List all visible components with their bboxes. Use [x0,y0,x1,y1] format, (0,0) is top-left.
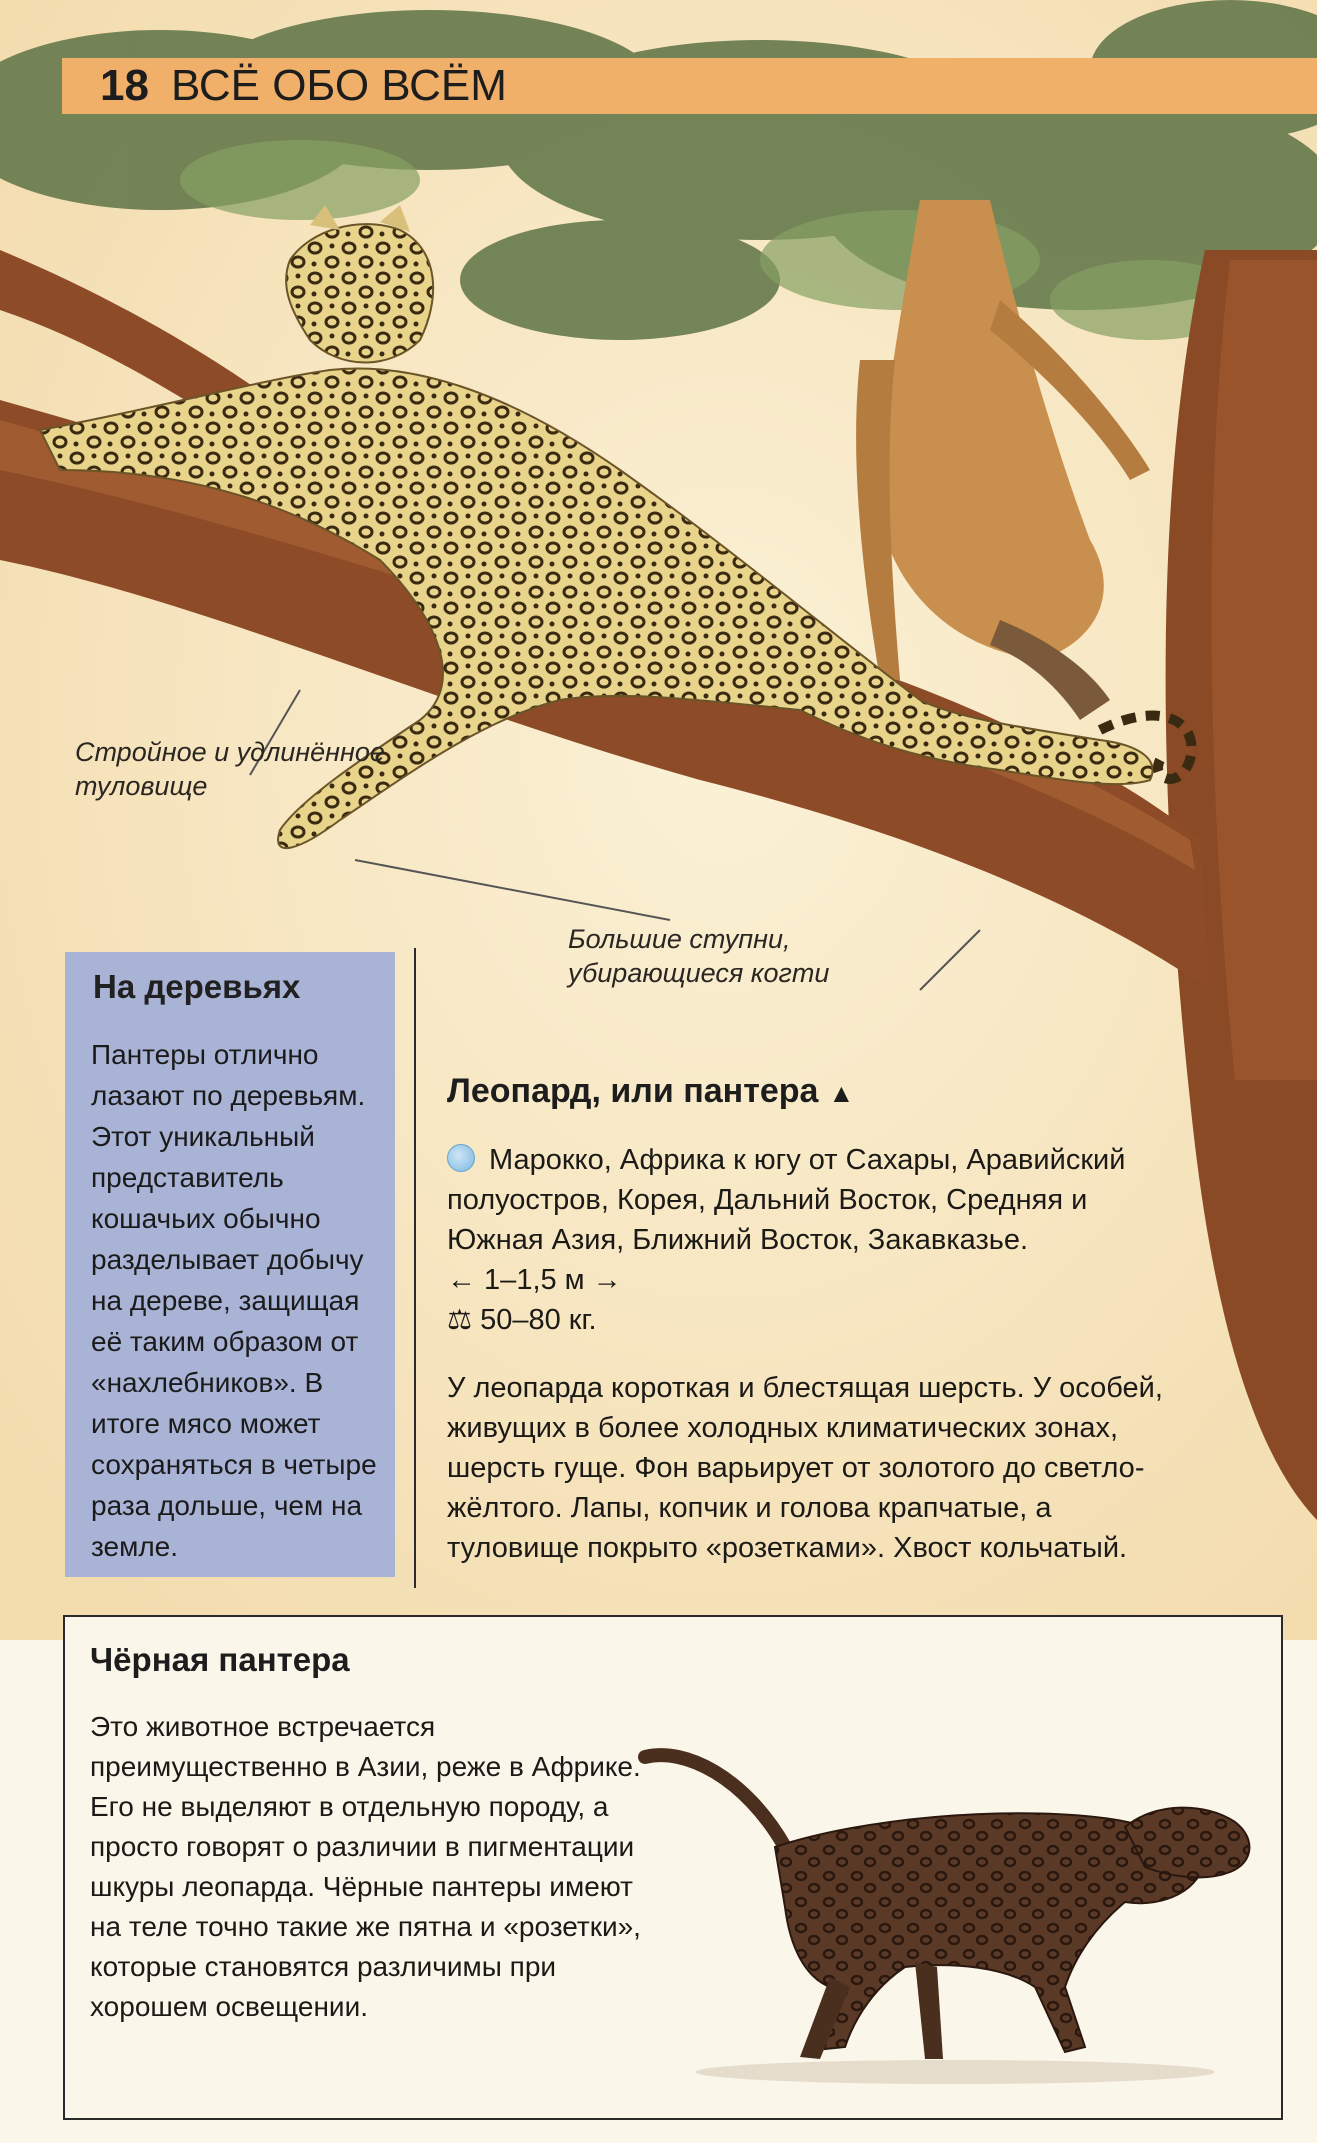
callout-body: Стройное и удлинённое туловище [75,737,385,801]
black-panther-text: Это животное встречается преимущественно в Азии, реже в Африке. Его не выделяют в отдельную породу, а просто говорят о различии в пигментации шкуры леопарда. Чёрные пантеры имеют на теле точно такие же пятна и «розетки», которые становятся различимы при хорошем освещении. [90,1711,641,2022]
page-number: 18 [100,61,149,110]
black-panther-box [63,1615,1283,2120]
leopard-title: Леопард, или пантера [447,1072,819,1110]
weight-line [447,1300,1167,1340]
callout-paws: Большие ступни, убирающиеся когти [568,924,830,988]
black-panther-title: Чёрная пантера [90,1641,350,1678]
book-title: ВСЁ ОБО ВСЁМ [170,61,507,110]
weight-text: 50–80 кг. [480,1304,597,1336]
trees-info-box [65,952,395,1577]
globe-icon [447,1144,475,1172]
status-symbol: ▲ [828,1078,855,1108]
range-line [447,1140,1167,1260]
leopard-heading [447,1072,854,1111]
trees-box-title: На деревьях [93,968,301,1005]
trees-box-text: Пантеры отлично лазают по деревьям. Этот уникальный представитель кошачьих обычно разделывает добычу на дереве, защищая её таким образом от «нахлебников». В итоге мясо может сохраняться в четыре раза дольше, чем на земле. [91,1039,377,1562]
scales-icon: ⚖ [447,1304,473,1335]
leopard-description: У леопарда короткая и блестящая шерсть. У особей, живущих в более холодных климатических зонах, шерсть гуще. Фон варьирует от золотого до светло-жёлтого. Лапы, копчик и голова крапчатые, а туловище покрыто «розетками». Хвост кольчатый. [447,1372,1163,1564]
range-text: Марокко, Африка к югу от Сахары, Аравийский полуостров, Корея, Дальний Восток, Средняя и Южная Азия, Ближний Восток, Закавказье. [447,1144,1126,1256]
black-panther-illustration [625,1687,1265,2112]
column-divider [414,948,416,1588]
length-line: ← 1–1,5 м → [447,1264,622,1296]
leopard-facts [447,1140,1167,1340]
running-header [100,58,507,114]
